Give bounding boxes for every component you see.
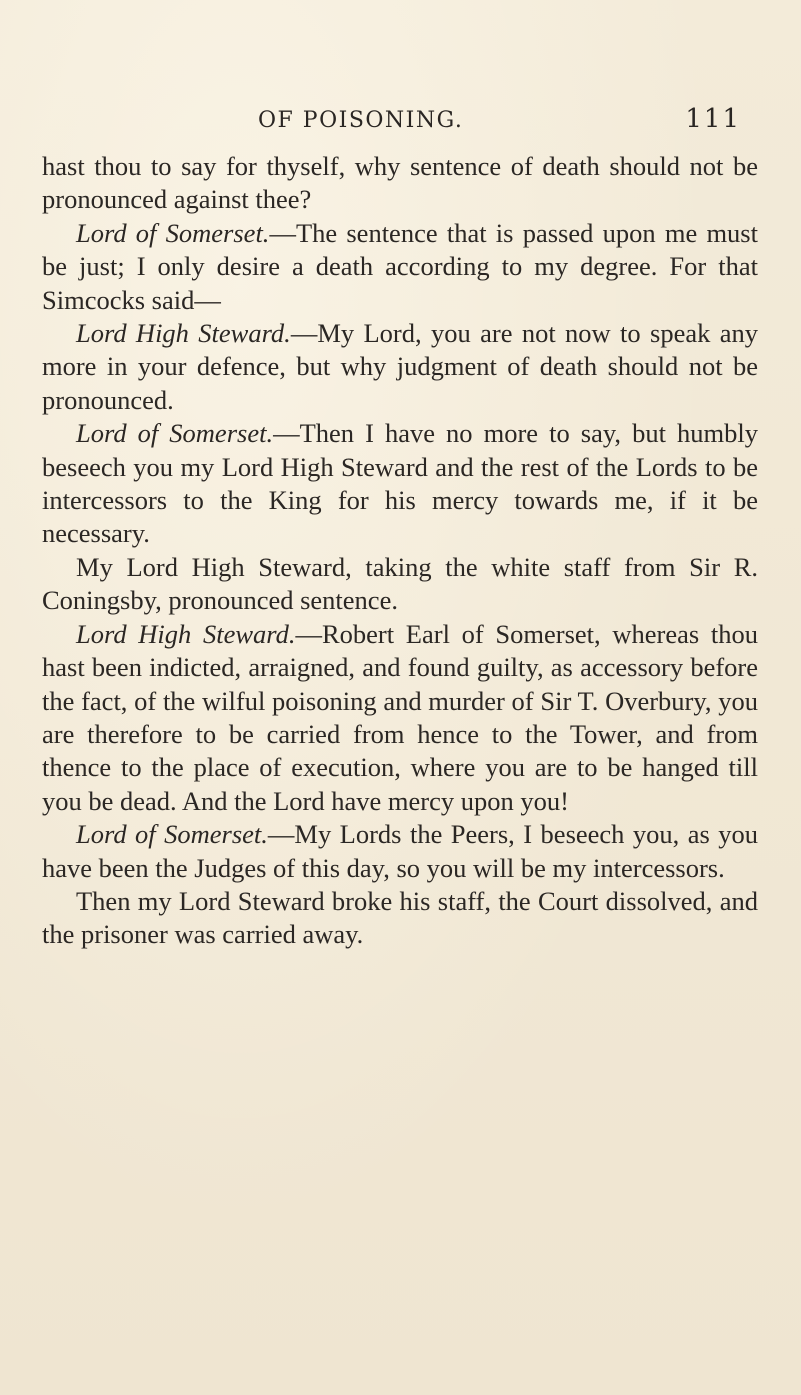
paragraph-somerset-response <box>42 217 758 317</box>
paragraph-continuation <box>42 150 758 217</box>
body-text <box>42 150 758 952</box>
running-title: OF POISONING. <box>258 108 464 133</box>
paragraph-text: My Lord High Steward, taking the white staff from Sir R. Coningsby, pronounced sentence. <box>42 551 758 616</box>
paragraph-text: Then my Lord Steward broke his staff, the Court dissolved, and the prisoner was carried away. <box>42 885 758 950</box>
speaker-name: Lord of Somerset. <box>76 217 270 248</box>
paragraph-text: —Then I have no more to say, but humbly beseech you my Lord High Steward and the rest of the Lords to be intercessors to the King for his mercy towards me, if it be necessary. <box>42 418 758 549</box>
speaker-name: Lord of Somerset. <box>76 819 268 850</box>
speaker-name: Lord of Somerset. <box>76 418 274 449</box>
speaker-name: Lord High Steward. <box>76 318 291 349</box>
paragraph-text: —My Lords the Peers, I beseech you, as you have been the Judges of this day, so you will be my intercessors. <box>42 819 758 883</box>
page-number: 111 <box>685 104 741 134</box>
paragraph-narration-staff <box>42 551 758 618</box>
paragraph-text: hast thou to say for thyself, why sentence of death should not be pronounced against thee? <box>42 151 758 215</box>
running-head <box>0 104 801 144</box>
paragraph-text: —My Lord, you are not now to speak any more in your defence, but why judgment of death should not be pronounced. <box>42 318 758 415</box>
paragraph-steward-interrupt <box>42 317 758 417</box>
paragraph-sentence <box>42 618 758 818</box>
paragraph-somerset-plea <box>42 417 758 551</box>
paragraph-court-dissolved <box>42 885 758 952</box>
paragraph-text: —Robert Earl of Somerset, whereas thou hast been indicted, arraigned, and found guilty, as accessory before the fact, of the wilful poisoning and murder of Sir T. Overbury, you are therefore to be carried from hence to the Tower, and from thence to the place of execution, where you are to be hanged till you be dead. And the Lord have mercy upon you! <box>42 618 758 816</box>
speaker-name: Lord High Steward. <box>76 618 296 649</box>
paragraph-somerset-final <box>42 818 758 885</box>
paragraph-text: —The sentence that is passed upon me must be just; I only desire a death according to my degree. For that Simcocks said— <box>42 217 758 315</box>
